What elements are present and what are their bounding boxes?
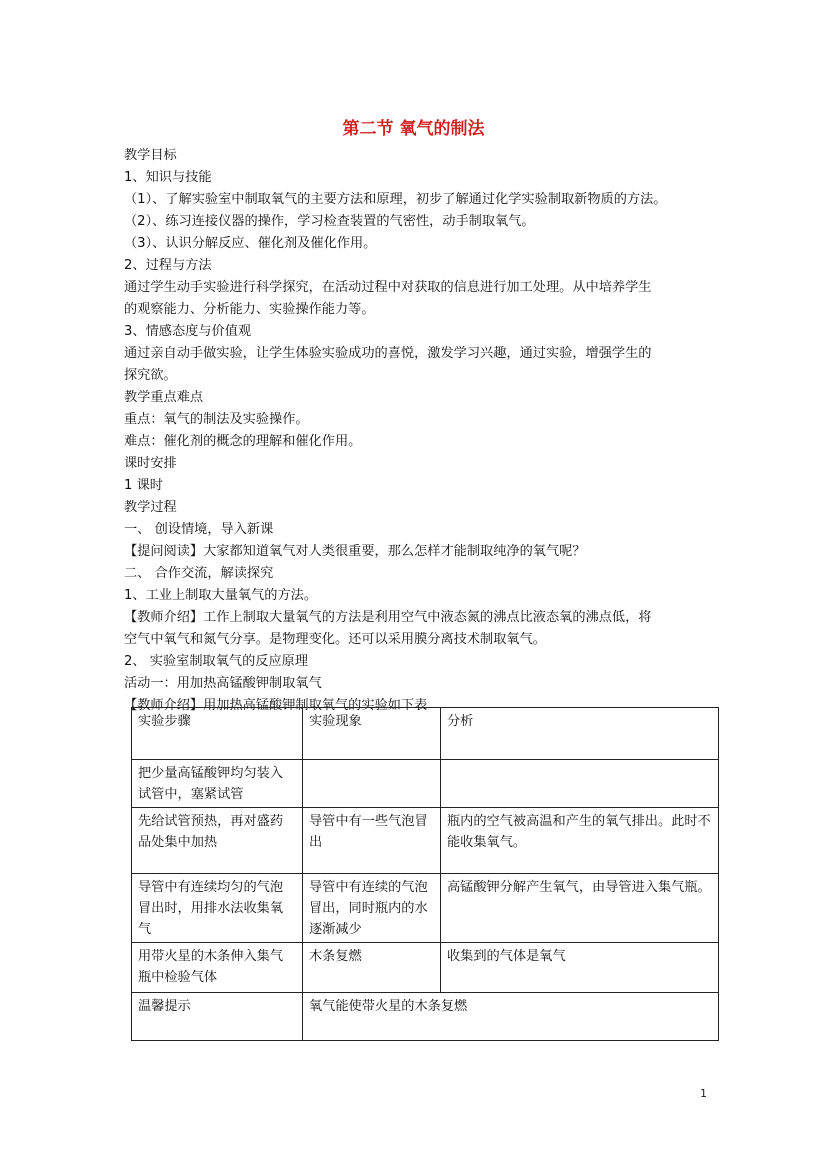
table-header-cell: 实验现象 [303, 708, 441, 760]
difficult-point: 难点：催化剂的概念的理解和催化作用。 [124, 434, 362, 449]
table-row [132, 760, 719, 808]
industrial-method-heading: 1、工业上制取大量氧气的方法。 [124, 588, 318, 603]
table-cell: 高锰酸钾分解产生氧气，由导管进入集气瓶。 [441, 874, 719, 943]
paragraph-line: 通过学生动手实验进行科学探究，在活动过程中对获取的信息进行加工处理。从中培养学生 [124, 280, 652, 295]
schedule-value: 1 课时 [124, 478, 163, 493]
process-step-2: 二、 合作交流，解读探究 [124, 566, 274, 581]
heading-schedule: 课时安排 [124, 456, 177, 471]
section-title: 第二节 氧气的制法 [342, 119, 485, 139]
tip-label-cell: 温馨提示 [132, 993, 303, 1041]
tip-text-cell: 氧气能使带火星的木条复燃 [303, 993, 719, 1041]
body-text [124, 145, 714, 717]
table-cell: 木条复燃 [303, 943, 441, 993]
table-cell [303, 760, 441, 808]
table-cell: 先给试管预热，再对盛药品处集中加热 [132, 808, 303, 874]
key-point: 重点：氧气的制法及实验操作。 [124, 412, 309, 427]
paragraph-line: 【教师介绍】工作上制取大量氧气的方法是利用空气中液态氮的沸点比液态氧的沸点低，将 [124, 610, 652, 625]
table-intro: 【教师介绍】用加热高锰酸钾制取氧气的实验如下表 [124, 698, 428, 713]
paragraph-line: 通过亲自动手做实验，让学生体验实验成功的喜悦，激发学习兴趣，通过实验，增强学生的 [124, 346, 652, 361]
table-cell [441, 760, 719, 808]
paragraph-line: 探究欲。 [124, 368, 177, 383]
goal-item-1: （1）、了解实验室中制取氧气的主要方法和原理，初步了解通过化学实验制取新物质的方法。 [124, 192, 667, 207]
subheading-process-method: 2、过程与方法 [124, 258, 212, 273]
table-cell: 导管中有连续均匀的气泡冒出时，用排水法收集氧气 [132, 874, 303, 943]
paragraph-line: 空气中氧气和氮气分享。是物理变化。还可以采用膜分离技术制取氧气。 [124, 632, 546, 647]
table-tip-row [132, 993, 719, 1041]
table-cell: 导管中有一些气泡冒出 [303, 808, 441, 874]
heading-key-points: 教学重点难点 [124, 390, 204, 405]
subheading-knowledge-skills: 1、知识与技能 [124, 170, 212, 185]
heading-teaching-process: 教学过程 [124, 500, 177, 515]
table-cell: 瓶内的空气被高温和产生的氧气排出。此时不能收集氧气。 [441, 808, 719, 874]
paragraph-line: 的观察能力、分析能力、实验操作能力等。 [124, 302, 375, 317]
table-header-row [132, 708, 719, 760]
subheading-attitude-values: 3、情感态度与价值观 [124, 324, 252, 339]
lab-principle-heading: 2、 实验室制取氧气的反应原理 [124, 654, 309, 669]
table-row [132, 943, 719, 993]
activity-one: 活动一：用加热高锰酸钾制取氧气 [124, 676, 322, 691]
question-reading: 【提问阅读】大家都知道氧气对人类很重要，那么怎样才能制取纯净的氧气呢？ [124, 544, 586, 559]
table-row [132, 808, 719, 874]
goal-item-3: （3）、认识分解反应、催化剂及催化作用。 [124, 236, 377, 251]
process-step-1: 一、 创设情境，导入新课 [124, 522, 274, 537]
heading-teaching-goals: 教学目标 [124, 148, 177, 163]
table-header-cell: 分析 [441, 708, 719, 760]
table-row [132, 874, 719, 943]
table-cell: 导管中有连续的气泡冒出，同时瓶内的水逐渐减少 [303, 874, 441, 943]
goal-item-2: （2）、练习连接仪器的操作，学习检查装置的气密性，动手制取氧气。 [124, 214, 535, 229]
page-number: 1 [700, 1087, 707, 1100]
table-cell: 把少量高锰酸钾均匀装入试管中，塞紧试管 [132, 760, 303, 808]
table-cell: 用带火星的木条伸入集气瓶中检验气体 [132, 943, 303, 993]
table-cell: 收集到的气体是氧气 [441, 943, 719, 993]
table-header-cell: 实验步骤 [132, 708, 303, 760]
experiment-table [131, 707, 719, 1041]
